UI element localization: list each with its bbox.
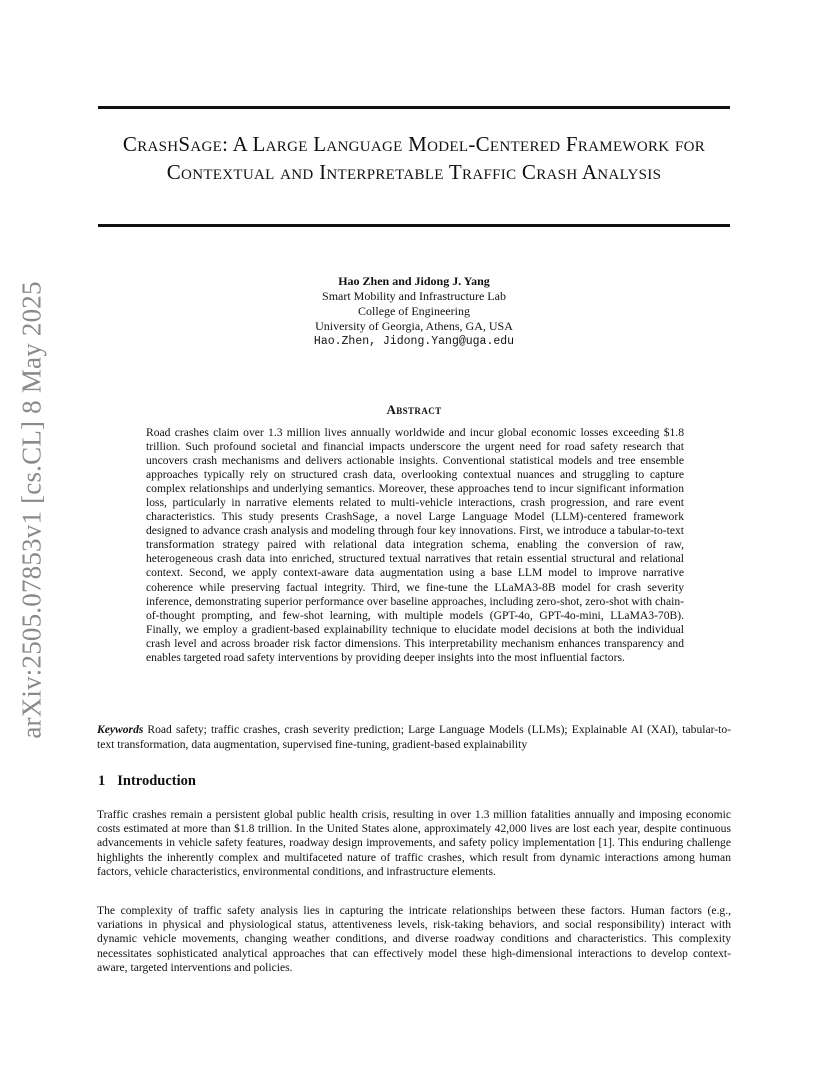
paper-title: CrashSage: A Large Language Model-Centered Framework for Contextual and Interpretable Traffic Crash Analysis: [122, 132, 706, 184]
author-block: [98, 274, 730, 349]
intro-paragraph-2: The complexity of traffic safety analysis lies in capturing the intricate relationships between these factors. Human factors (e.g., variations in physical and physiological status, attentiveness levels, risk-taking behaviors, and social responsibility) interact with dynamic vehicle movements, changing weather conditions, and diverse roadway conditions and characteristics. This complexity necessitates sophisticated analytical approaches that can effectively model these high-dimensional interactions to develop context-aware, targeted interventions and policies.: [97, 904, 731, 974]
arxiv-identifier: arXiv:2505.07853v1 [cs.CL] 8 May 2025: [16, 281, 47, 739]
author-college: College of Engineering: [358, 304, 470, 318]
abstract-text: Road crashes claim over 1.3 million lives annually worldwide and incur global economic losses exceeding $1.8 trillion. Such profound societal and financial impacts underscore the urgent need for road safety research that uncovers crash mechanisms and delivers actionable insights. Conventional statistical models and tree ensemble approaches typically rely on structured crash data, overlooking contextual nuances and struggling to capture complex relationships and underlying semantics. Moreover, these approaches tend to incur significant information loss, particularly in narrative elements related to multi-vehicle interactions, crash progression, and rare event characteristics. This study presents CrashSage, a novel Large Language Model (LLM)-centered framework designed to advance crash analysis and modeling through four key innovations. First, we introduce a tabular-to-text transformation strategy paired with relational data integration schema, enabling the conversion of raw, heterogeneous crash data into enriched, structured textual narratives that retain essential structural and relational context. Second, we apply context-aware data augmentation using a base LLM model to improve narrative coherence while preserving factual integrity. Third, we fine-tune the LLaMA3-8B model for crash severity inference, demonstrating superior performance over baseline approaches, including zero-shot, zero-shot with chain-of-thought prompting, and few-shot learning, with multiple models (GPT-4o, GPT-4o-mini, LLaMA3-70B). Finally, we employ a gradient-based explainability technique to elucidate model decisions at both the individual crash level and across broader risk factor dimensions. This interpretability mechanism enhances transparency and enables targeted road safety interventions by providing deeper insights into the most influential factors.: [146, 426, 684, 664]
section-title: Introduction: [117, 773, 196, 789]
intro-paragraph-1: Traffic crashes remain a persistent global public health crisis, resulting in over 1.3 million fatalities annually and imposing economic costs estimated at more than $1.8 trillion. In the United States alone, approximately 42,000 lives are lost each year, despite continuous advancements in vehicle safety features, roadway design improvements, and safety policy implementation [1]. This enduring challenge highlights the inherently complex and multifaceted nature of traffic crashes, which result from dynamic interactions among human factors, vehicle characteristics, environmental conditions, and infrastructure elements.: [97, 808, 731, 878]
section-number: 1: [98, 773, 106, 789]
title-bottom-rule: [98, 224, 730, 227]
keywords-label: Keywords: [97, 723, 144, 736]
section-heading: [98, 773, 196, 790]
author-lab: Smart Mobility and Infrastructure Lab: [322, 289, 506, 303]
title-top-rule: [98, 106, 730, 109]
author-email: Hao.Zhen, Jidong.Yang@uga.edu: [313, 335, 515, 348]
author-university: University of Georgia, Athens, GA, USA: [315, 319, 513, 333]
author-names: Hao Zhen and Jidong J. Yang: [338, 274, 490, 288]
abstract-heading: Abstract: [386, 402, 442, 417]
keywords-text: Road safety; traffic crashes, crash severity prediction; Large Language Models (LLMs); Explainable AI (XAI), tabular-to-text transformation, data augmentation, supervised fine-tuning, gradient-based explainability: [97, 723, 731, 751]
keywords: [97, 722, 731, 752]
